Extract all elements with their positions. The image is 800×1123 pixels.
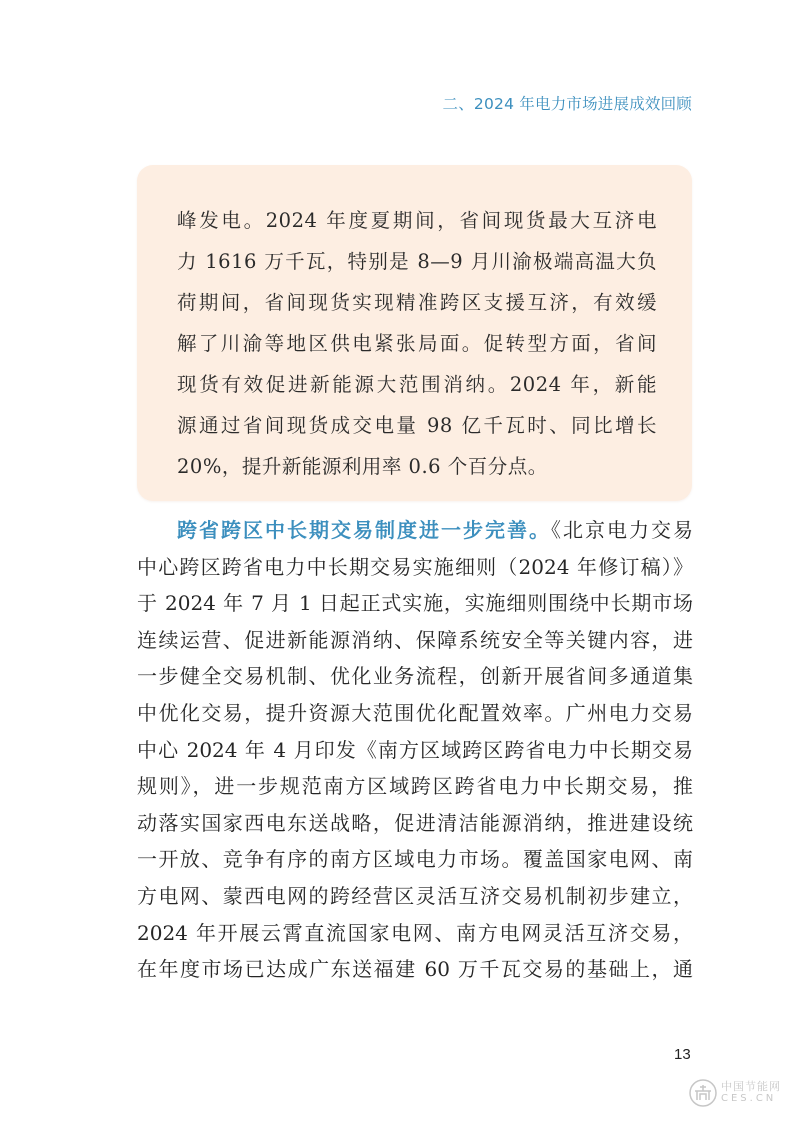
callout-line: 源通过省间现货成交电量 98 亿千瓦时、同比增长: [177, 414, 657, 437]
paragraph-line: 连续运营、促进新能源消纳、保障系统安全等关键内容，进: [137, 627, 693, 652]
paragraph-line: 在年度市场已达成广东送福建 60 万千瓦交易的基础上，通: [137, 957, 693, 982]
paragraph-line: 方电网、蒙西电网的跨经营区灵活互济交易机制初步建立，: [137, 883, 693, 908]
callout-line: 解了川渝等地区供电紧张局面。促转型方面，省间: [177, 332, 657, 355]
paragraph-line: 动落实国家西电东送战略，促进清洁能源消纳，推进建设统: [137, 810, 693, 835]
callout-line: 力 1616 万千瓦，特别是 8—9 月川渝极端高温大负: [177, 250, 657, 273]
page-number: 13: [674, 1046, 691, 1063]
callout-box: [137, 165, 692, 501]
watermark-cn: 中国节能网: [721, 1080, 781, 1093]
running-header: 二、2024 年电力市场进展成效回顾: [442, 95, 692, 113]
watermark: [688, 1078, 781, 1108]
paragraph-line: 规则》，进一步规范南方区域跨区跨省电力中长期交易，推: [137, 774, 693, 799]
callout-line: 荷期间，省间现货实现精准跨区支援互济，有效缓: [177, 291, 657, 314]
watermark-logo-icon: [688, 1078, 718, 1108]
paragraph-line: 2024 年开展云霄直流国家电网、南方电网灵活互济交易，: [137, 920, 693, 945]
callout-line: 20%，提升新能源利用率 0.6 个百分点。: [177, 455, 548, 478]
body-paragraph: [137, 512, 693, 988]
paragraph-line: 中优化交易，提升资源大范围优化配置效率。广州电力交易: [137, 700, 693, 725]
callout-line: 峰发电。2024 年度夏期间，省间现货最大互济电: [177, 209, 657, 232]
callout-text: [177, 200, 657, 487]
paragraph-text: 《北京电力交易: [551, 518, 693, 542]
paragraph-line: 中心跨区跨省电力中长期交易实施细则（2024 年修订稿）》: [137, 554, 693, 579]
paragraph-line: 于 2024 年 7 月 1 日起正式实施，实施细则围绕中长期市场: [137, 591, 693, 616]
paragraph-line: 中心 2024 年 4 月印发《南方区域跨区跨省电力中长期交易: [137, 737, 693, 762]
callout-line: 现货有效促进新能源大范围消纳。2024 年，新能: [177, 373, 657, 396]
watermark-en: CES.CN: [721, 1093, 777, 1104]
paragraph-lead-heading: 跨省跨区中长期交易制度进一步完善。: [177, 518, 551, 542]
paragraph-first-line: [137, 512, 693, 549]
paragraph-line: 一开放、竞争有序的南方区域电力市场。覆盖国家电网、南: [137, 847, 693, 872]
paragraph-line: 一步健全交易机制、优化业务流程，创新开展省间多通道集: [137, 664, 693, 689]
